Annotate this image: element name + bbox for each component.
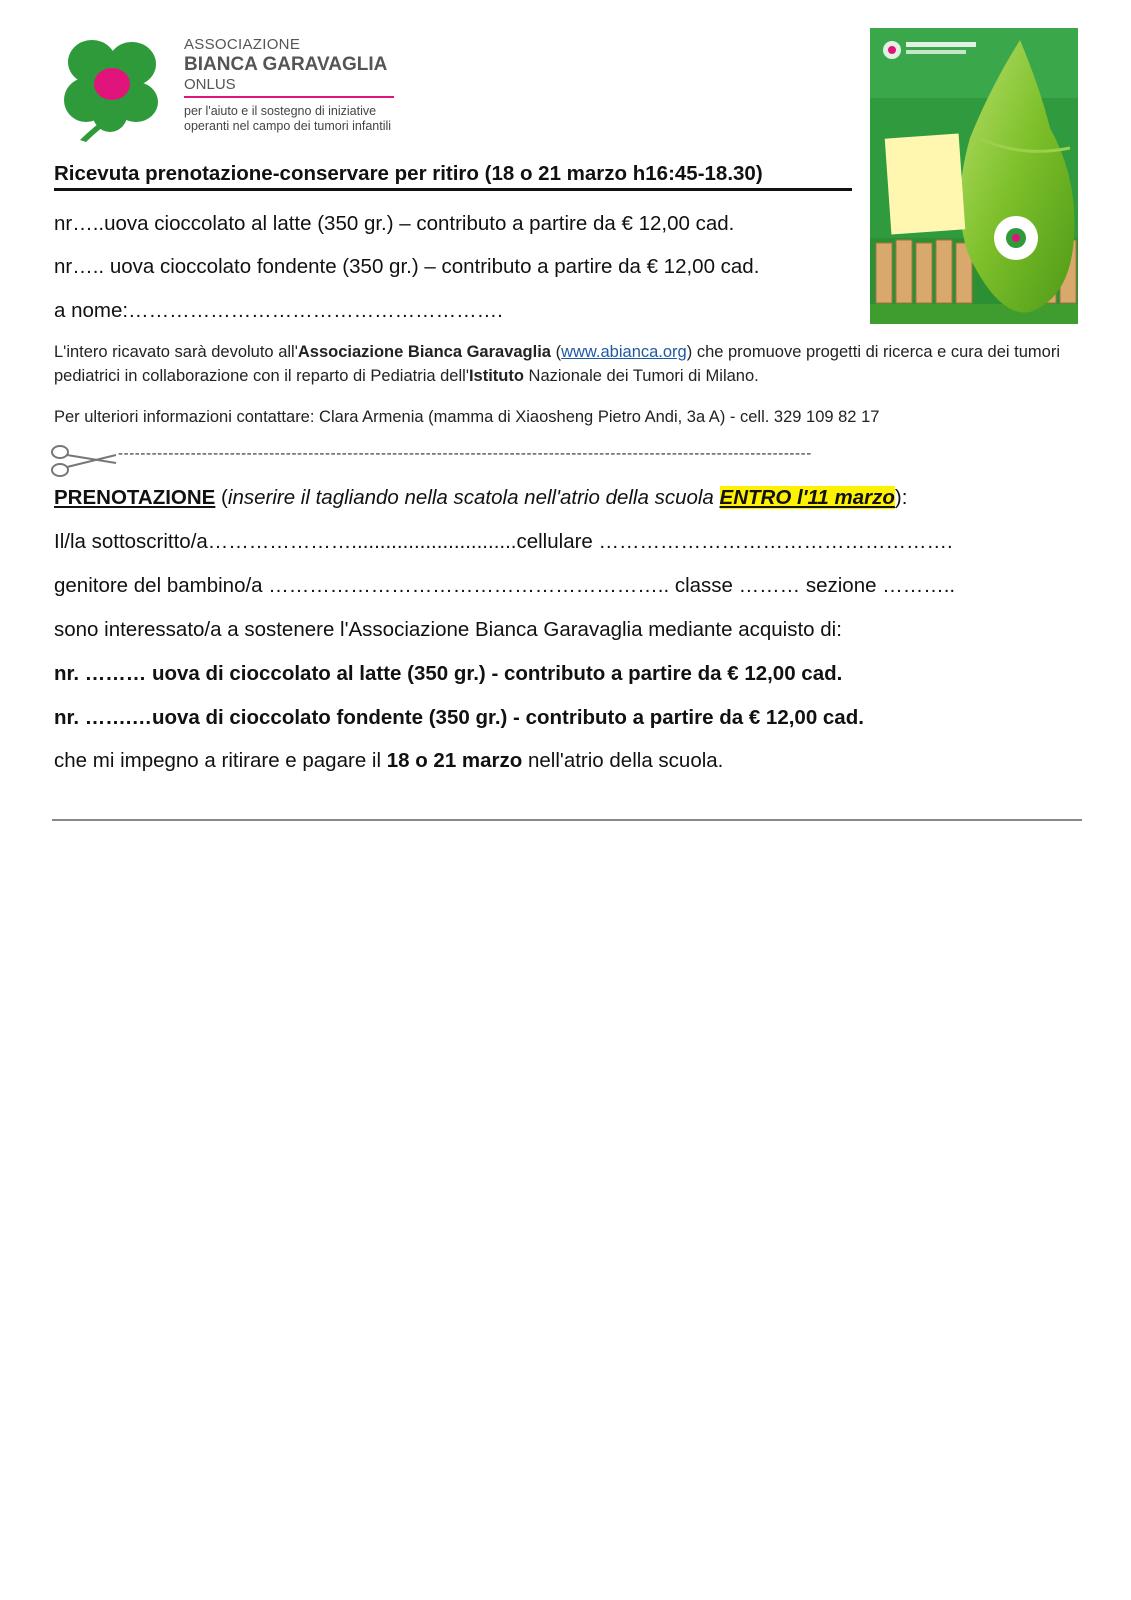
interest-line: sono interessato/a a sostenere l'Associazione Bianca Garavaglia mediante acquisto di:: [54, 618, 842, 641]
commitment-line: [54, 748, 723, 774]
heading-underline: [54, 188, 852, 191]
booking-label: PRENOTAZIONE: [54, 486, 216, 509]
parent-line: genitore del bambino/a ………………………………………………….. classe ……… sezione ………..: [54, 574, 956, 597]
info-text-pre: L'intero ricavato sarà devoluto all': [54, 343, 298, 361]
booking-paren-close: ):: [894, 486, 908, 509]
booking-paren-open: (: [215, 486, 228, 509]
deadline-highlight: ENTRO l'11 marzo: [719, 486, 895, 509]
logo-tagline-2: operanti nel campo dei tumori infantili: [184, 119, 392, 133]
info-text-post: ) che promuove progetti di ricerca e cura dei tumori pediatrici in collaborazione con il reparto di Pediatria dell': [54, 343, 1060, 385]
proceeds-info-paragraph: [54, 340, 1084, 388]
clover-logo-icon: [58, 32, 162, 142]
receipt-heading: Ricevuta prenotazione-conservare per ritiro (18 o 21 marzo h16:45-18.30): [54, 162, 763, 185]
order-milk-line: nr. ……… uova di cioccolato al latte (350 gr.) - contributo a partire da € 12,00 cad.: [54, 662, 843, 685]
receipt-line-milk: nr…..uova cioccolato al latte (350 gr.) – contributo a partire da € 12,00 cad.: [54, 212, 735, 235]
booking-instruction: inserire il tagliando nella scatola nell'atrio della scuola: [227, 486, 720, 509]
scissors-icon: [50, 443, 118, 479]
cut-dashed-line: ----------------------------------------------------------------------------------------------------------------------------: [118, 445, 812, 462]
commit-date: 18 o 21 marzo: [386, 749, 523, 772]
logo-tagline-1: per l'aiuto e il sostegno di iniziative: [184, 104, 377, 118]
signer-line: Il/la sottoscritto/a………………….............................cellulare …………………………………………….: [54, 530, 953, 553]
logo-line-onlus: ONLUS: [184, 76, 236, 93]
contact-info: Per ulteriori informazioni contattare: Clara Armenia (mamma di Xiaosheng Pietro Andi, 3a A) - cell. 329 109 82 17: [54, 408, 880, 426]
info-text-end: Nazionale dei Tumori di Milano.: [523, 367, 759, 385]
order-dark-line: nr. …….…uova di cioccolato fondente (350 gr.) - contributo a partire da € 12,00 cad.: [54, 706, 864, 729]
booking-header: [54, 485, 907, 511]
receipt-line-name: a nome:……………………………………………….: [54, 299, 503, 322]
easter-egg-poster-image: [870, 28, 1078, 324]
info-org-name: Associazione Bianca Garavaglia: [297, 343, 551, 361]
info-institute: Istituto: [468, 367, 524, 385]
logo-pink-divider: [184, 96, 394, 98]
receipt-line-dark: nr….. uova cioccolato fondente (350 gr.) – contributo a partire da € 12,00 cad.: [54, 255, 760, 278]
commit-text-post: nell'atrio della scuola.: [522, 749, 724, 772]
info-text-open: (: [550, 343, 562, 361]
logo-line-associazione: ASSOCIAZIONE: [184, 36, 301, 53]
logo-line-name: BIANCA GARAVAGLIA: [184, 54, 388, 75]
website-link[interactable]: www.abianca.org: [561, 343, 687, 361]
bottom-divider: [52, 819, 1082, 821]
commit-text-pre: che mi impegno a ritirare e pagare il: [54, 749, 387, 772]
association-logo-text: [184, 36, 414, 134]
